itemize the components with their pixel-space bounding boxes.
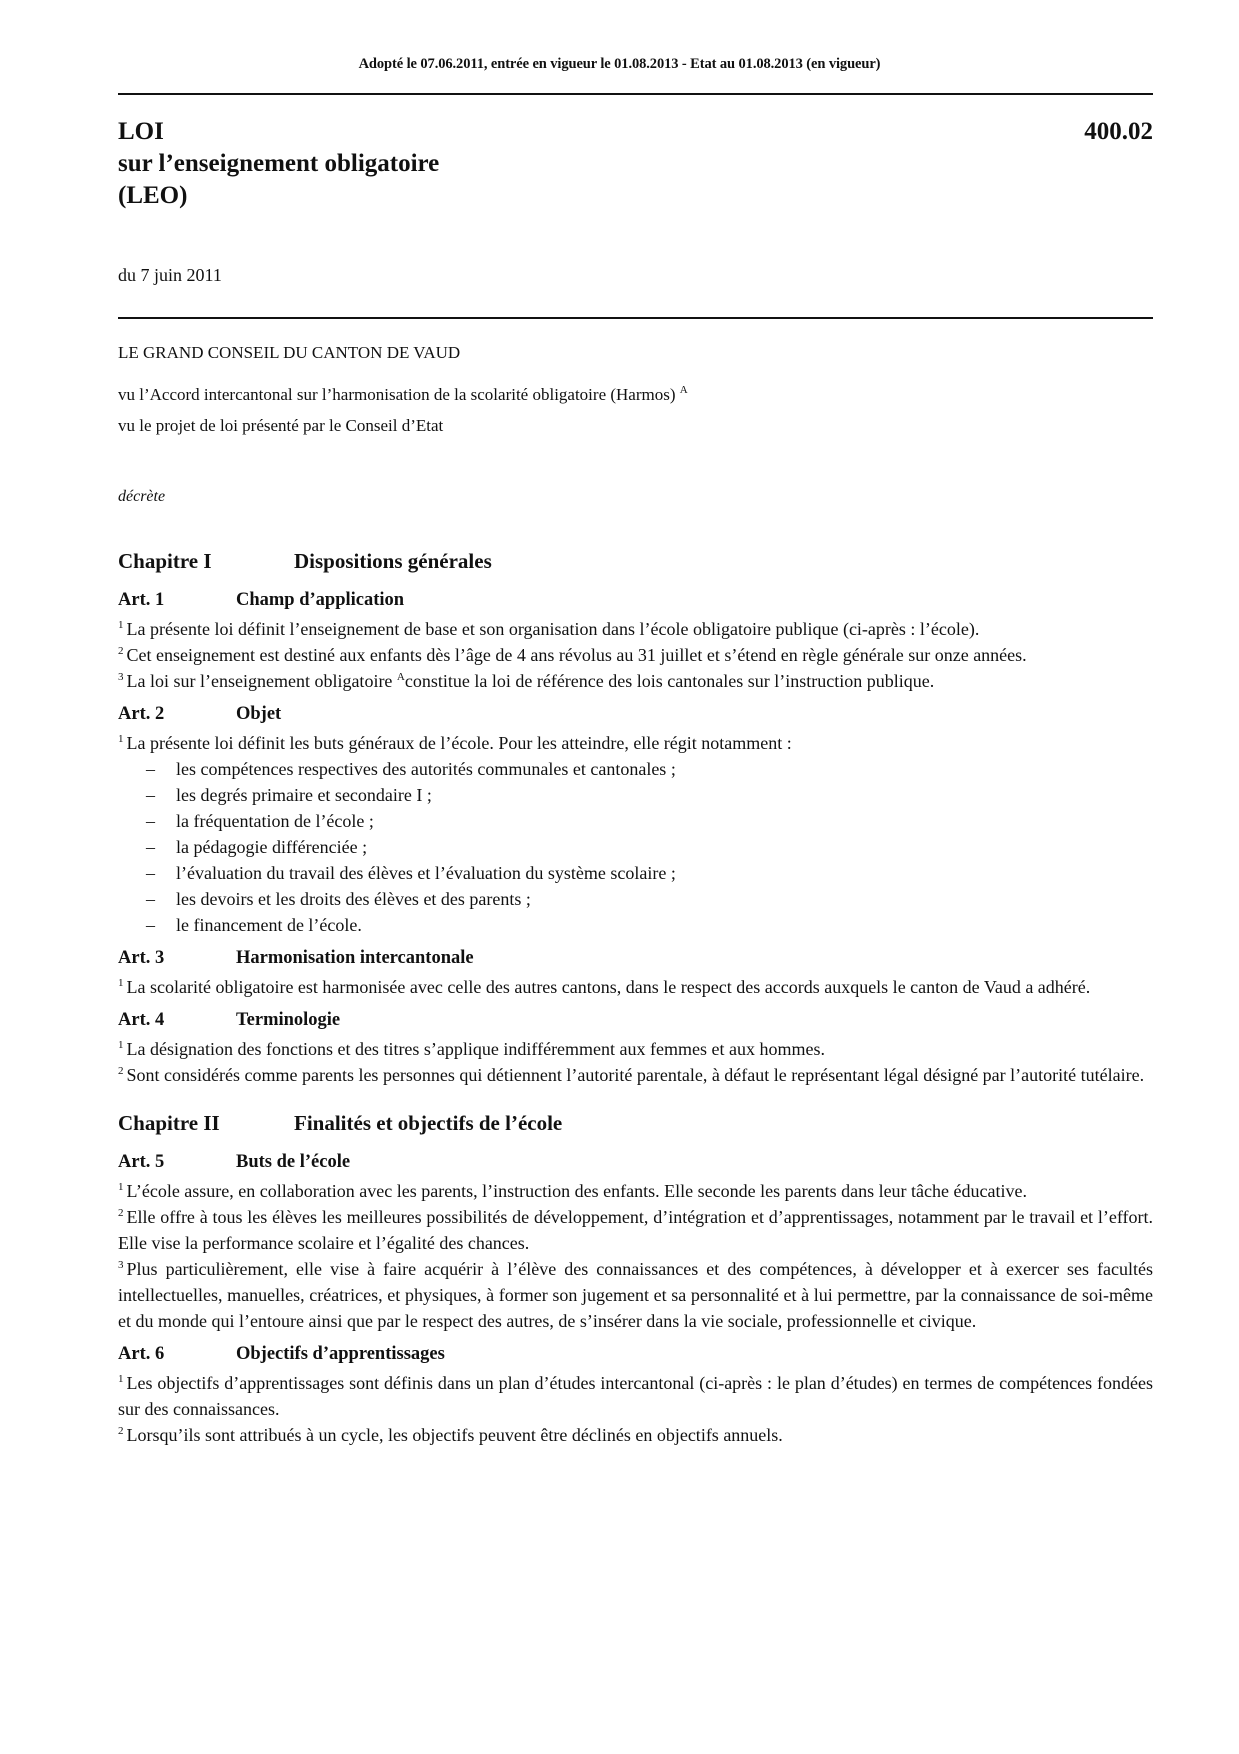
article-title: Harmonisation intercantonale xyxy=(236,948,474,968)
chapter-number: Chapitre I xyxy=(118,549,212,573)
alinea-text: Les objectifs d’apprentissages sont définis dans un plan d’études intercantonal (ci-après : le plan d’études) en termes de compétences fondées sur des connaissances. xyxy=(118,1373,1153,1419)
alinea-text: Elle offre à tous les élèves les meilleures possibilités de développement, d’intégration et d’apprentissages, notamment par le travail et l’effort. Elle vise la performance scolaire et l’égalité des chances. xyxy=(118,1207,1153,1253)
article-title: Buts de l’école xyxy=(236,1152,351,1172)
list-item xyxy=(118,756,1153,782)
article-heading xyxy=(118,1008,1153,1032)
running-head: Adopté le 07.06.2011, entrée en vigueur le 01.08.2013 - Etat au 01.08.2013 (en vigueur) xyxy=(358,56,881,72)
alinea-text: L’école assure, en collaboration avec les parents, l’instruction des enfants. Elle seconde les parents dans leur tâche éducative. xyxy=(126,1181,1027,1201)
dash-bullet: – xyxy=(146,811,155,831)
list-item xyxy=(118,860,1153,886)
list-item-text: la fréquentation de l’école ; xyxy=(176,811,374,831)
alinea-number: 1 xyxy=(118,733,124,745)
law-title xyxy=(118,116,439,212)
law-title-line3: (LEO) xyxy=(118,182,188,209)
vu-line-1-text: vu l’Accord intercantonal sur l’harmonisation de la scolarité obligatoire (Harmos) xyxy=(118,385,676,404)
list-item-text: les devoirs et les droits des élèves et des parents ; xyxy=(176,889,531,909)
alinea-text: Cet enseignement est destiné aux enfants dès l’âge de 4 ans révolus au 31 juillet et s’étend en règle générale sur onze années. xyxy=(126,645,1027,665)
article-number: Art. 3 xyxy=(118,948,165,968)
alinea-number: 3 xyxy=(118,671,124,683)
vu-line-1 xyxy=(118,379,688,410)
dash-bullet: – xyxy=(146,915,155,935)
chapter-number: Chapitre II xyxy=(118,1111,220,1135)
list-item-text: les compétences respectives des autorités communales et cantonales ; xyxy=(176,759,676,779)
law-title-line1: LOI xyxy=(118,118,164,145)
alinea-text: Lorsqu’ils sont attribués à un cycle, les objectifs peuvent être déclinés en objectifs annuels. xyxy=(126,1425,783,1445)
alinea xyxy=(118,1178,1153,1204)
article-heading xyxy=(118,1342,1153,1366)
alinea-number: 1 xyxy=(118,1039,124,1051)
alinea-text: La présente loi définit les buts généraux de l’école. Pour les atteindre, elle régit notamment : xyxy=(126,733,792,753)
list-item-text: la pédagogie différenciée ; xyxy=(176,837,368,857)
alinea xyxy=(118,730,1153,756)
alinea-number: 3 xyxy=(118,1259,124,1271)
article-heading xyxy=(118,702,1153,726)
chapter-title: Dispositions générales xyxy=(294,549,492,573)
law-title-line2: sur l’enseignement obligatoire xyxy=(118,150,440,177)
alinea-number: 1 xyxy=(118,619,124,631)
chapter-title: Finalités et objectifs de l’école xyxy=(294,1111,563,1135)
alinea xyxy=(118,1256,1153,1334)
list-item xyxy=(118,912,1153,938)
article-heading xyxy=(118,1150,1153,1174)
vu-line-2: vu le projet de loi présenté par le Conseil d’Etat xyxy=(118,416,444,435)
alinea-number: 1 xyxy=(118,977,124,989)
law-date: du 7 juin 2011 xyxy=(118,265,222,285)
list-item-text: les degrés primaire et secondaire I ; xyxy=(176,785,432,805)
article-number: Art. 5 xyxy=(118,1152,165,1172)
list-item xyxy=(118,782,1153,808)
chapter-heading xyxy=(118,548,1153,574)
article-number: Art. 4 xyxy=(118,1010,165,1030)
decrete: décrète xyxy=(118,488,166,505)
alinea-text: Plus particulièrement, elle vise à faire acquérir à l’élève des connaissances et des compétences, à développer et à exercer ses facultés intellectuelles, manuelles, créatrices, et physiques, à former son jugement et sa personnalité et à lui permettre, par la connaissance de soi-même et du monde qui l’entoure ainsi que par le respect des autres, de s’insérer dans la vie sociale, professionnelle et civique. xyxy=(118,1259,1153,1331)
alinea-text: Sont considérés comme parents les personnes qui détiennent l’autorité parentale, à défaut le représentant légal désigné par l’autorité tutélaire. xyxy=(126,1065,1145,1085)
article-number: Art. 2 xyxy=(118,704,165,724)
alinea-number: 1 xyxy=(118,1181,124,1193)
dash-bullet: – xyxy=(146,863,155,883)
alinea-text: La loi sur l’enseignement obligatoire xyxy=(126,671,397,691)
list-item-text: le financement de l’école. xyxy=(176,915,362,935)
list-item xyxy=(118,834,1153,860)
list-item xyxy=(118,886,1153,912)
article-title: Objet xyxy=(236,704,282,724)
alinea xyxy=(118,642,1153,668)
dash-bullet: – xyxy=(146,759,155,779)
alinea-number: 1 xyxy=(118,1373,124,1385)
list-item-text: l’évaluation du travail des élèves et l’évaluation du système scolaire ; xyxy=(176,863,676,883)
list-item xyxy=(118,808,1153,834)
title-rule xyxy=(118,317,1153,319)
alinea-text: La scolarité obligatoire est harmonisée avec celle des autres cantons, dans le respect des accords auxquels le canton de Vaud a adhéré. xyxy=(126,977,1091,997)
alinea-text: La présente loi définit l’enseignement de base et son organisation dans l’école obligatoire publique (ci-après : l’école). xyxy=(126,619,980,639)
article-heading xyxy=(118,946,1153,970)
article-2-list xyxy=(118,756,1153,938)
alinea-text: La désignation des fonctions et des titres s’applique indifféremment aux femmes et aux hommes. xyxy=(126,1039,825,1059)
alinea-text: constitue la loi de référence des lois cantonales sur l’instruction publique. xyxy=(404,671,935,691)
alinea xyxy=(118,616,1153,642)
footnote-ref[interactable]: A xyxy=(679,384,688,396)
alinea-number: 2 xyxy=(118,645,124,657)
article-heading xyxy=(118,588,1153,612)
alinea-number: 2 xyxy=(118,1207,124,1219)
alinea xyxy=(118,1062,1153,1088)
dash-bullet: – xyxy=(146,785,155,805)
authority: LE GRAND CONSEIL DU CANTON DE VAUD xyxy=(118,343,461,362)
article-title: Terminologie xyxy=(236,1010,341,1030)
footnote-ref[interactable]: A xyxy=(396,671,405,683)
alinea xyxy=(118,974,1153,1000)
header-rule xyxy=(118,93,1153,95)
law-body xyxy=(118,548,1153,1448)
alinea xyxy=(118,668,1153,694)
article-title: Champ d’application xyxy=(236,590,405,610)
alinea xyxy=(118,1370,1153,1422)
article-number: Art. 1 xyxy=(118,590,165,610)
alinea-number: 2 xyxy=(118,1065,124,1077)
article-number: Art. 6 xyxy=(118,1344,165,1364)
article-title: Objectifs d’apprentissages xyxy=(236,1344,445,1364)
alinea-number: 2 xyxy=(118,1425,124,1437)
alinea xyxy=(118,1036,1153,1062)
alinea xyxy=(118,1204,1153,1256)
preamble xyxy=(118,343,688,441)
alinea xyxy=(118,1422,1153,1448)
chapter-heading xyxy=(118,1110,1153,1136)
dash-bullet: – xyxy=(146,837,155,857)
dash-bullet: – xyxy=(146,889,155,909)
sr-number: 400.02 xyxy=(1084,118,1153,145)
